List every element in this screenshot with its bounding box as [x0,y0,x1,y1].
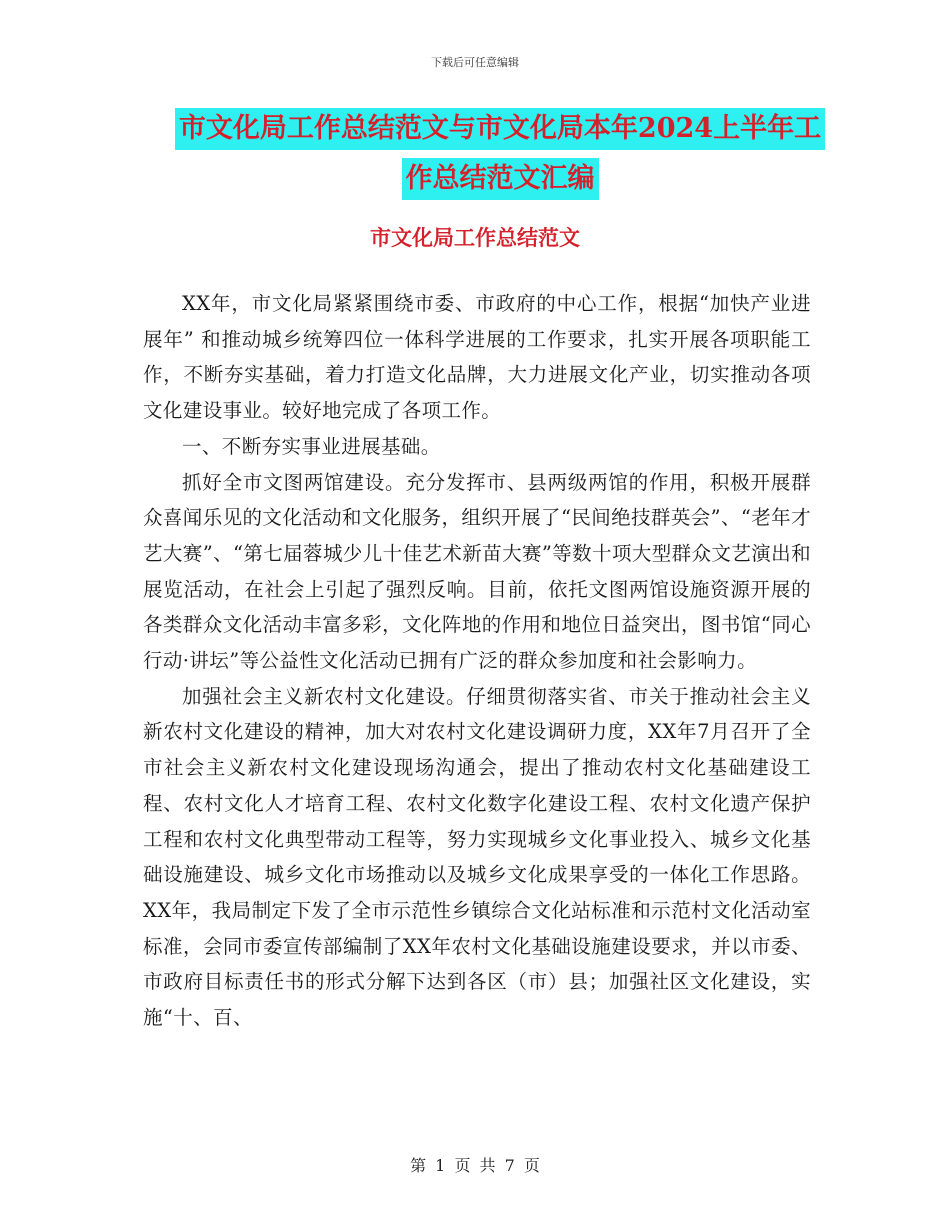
title-line-2: 作总结范文汇编 [402,158,599,200]
document-title [130,108,870,208]
page-header: 下载后可任意编辑 [431,56,519,69]
section-title: 市文化局工作总结范文 [370,225,580,250]
page-footer: 第 1 页 共 7 页 [410,1156,540,1175]
paragraph: 一、不断夯实事业进展基础。 [182,434,441,458]
body-text [143,286,811,1036]
paragraph: 抓好全市文图两馆建设。充分发挥市、县两级两馆的作用，积极开展群众喜闻乐见的文化活动和文化服务，组织开展了“民间绝技群英会”、“老年才艺大赛”、“第七届蓉城少儿十佳艺术新苗大赛”等数十项大型群众文艺演出和展览活动，在社会上引起了强烈反响。目前，依托文图两馆设施资源开展的各类群众文化活动丰富多彩，文化阵地的作用和地位日益突出，图书馆“同心行动·讲坛”等公益性文化活动已拥有广泛的群众参加度和社会影响力。 [143,470,811,673]
paragraph: XX年，市文化局紧紧围绕市委、市政府的中心工作，根据“加快产业进展年” 和推动城乡统筹四位一体科学进展的工作要求，扎实开展各项职能工作，不断夯实基础，着力打造文化品牌，大力进展文化产业，切实推动各项文化建设事业。较好地完成了各项工作。 [143,292,811,423]
paragraph: 加强社会主义新农村文化建设。仔细贯彻落实省、市关于推动社会主义新农村文化建设的精神，加大对农村文化建设调研力度，XX年7月召开了全市社会主义新农村文化建设现场沟通会，提出了推动农村文化基础建设工程、农村文化人才培育工程、农村文化数字化建设工程、农村文化遗产保护工程和农村文化典型带动工程等，努力实现城乡文化事业投入、城乡文化基础设施建设、城乡文化市场推动以及城乡文化成果享受的一体化工作思路。XX年，我局制定下发了全市示范性乡镇综合文化站标准和示范村文化活动室标准，会同市委宣传部编制了XX年农村文化基础设施建设要求，并以市委、市政府目标责任书的形式分解下达到各区（市）县；加强社区文化建设，实施“十、百、 [143,684,811,1030]
title-line-1: 市文化局工作总结范文与市文化局本年2024上半年工 [175,108,825,150]
